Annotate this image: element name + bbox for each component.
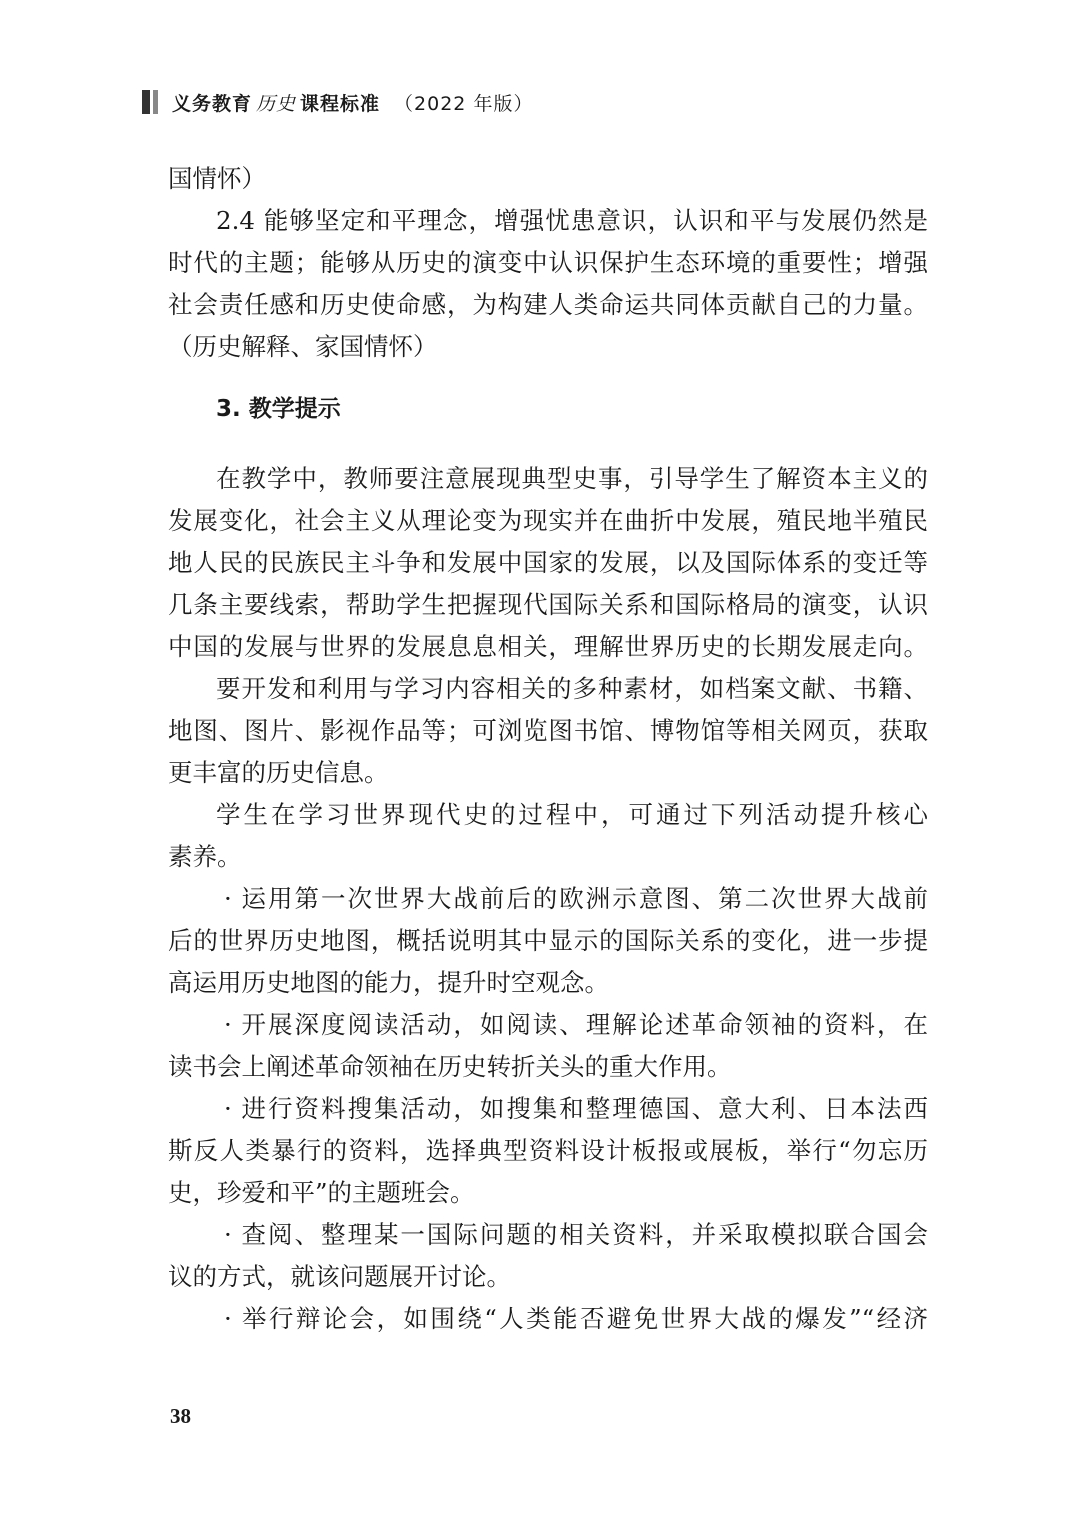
bullet-item xyxy=(168,878,928,1004)
text-line: 中国的发展与世界的发展息息相关，理解世界历史的长期发展走向。 xyxy=(168,632,928,661)
text-line: 社会责任感和历史使命感，为构建人类命运共同体贡献自己的力量。 xyxy=(168,290,928,319)
paragraph-materials xyxy=(168,668,928,794)
text-line: 地图、图片、影视作品等；可浏览图书馆、博物馆等相关网页，获取 xyxy=(168,716,928,745)
header-title-part1: 义务教育 xyxy=(172,92,253,115)
bullet-item xyxy=(168,1088,928,1214)
text-line: · 进行资料搜集活动，如搜集和整理德国、意大利、日本法西 xyxy=(224,1094,928,1123)
text-line: 更丰富的历史信息。 xyxy=(168,758,389,787)
text-line: 后的世界历史地图，概括说明其中显示的国际关系的变化，进一步提 xyxy=(168,926,928,955)
text-line: 时代的主题；能够从历史的演变中认识保护生态环境的重要性；增强 xyxy=(168,248,928,277)
text-line: 议的方式，就该问题展开讨论。 xyxy=(168,1262,511,1291)
text-line: 学生在学习世界现代史的过程中，可通过下列活动提升核心 xyxy=(216,800,928,829)
text-line: 史，珍爱和平”的主题班会。 xyxy=(168,1178,475,1207)
text-line: 地人民的民族民主斗争和发展中国家的发展，以及国际体系的变迁等 xyxy=(168,548,928,577)
text-line: 在教学中，教师要注意展现典型史事，引导学生了解资本主义的 xyxy=(216,464,928,493)
bullet-item xyxy=(168,1004,928,1088)
text-line: 斯反人类暴行的资料，选择典型资料设计板报或展板，举行“勿忘历 xyxy=(168,1136,928,1165)
header-edition: （2022 年版） xyxy=(394,92,534,115)
header-bar-mark xyxy=(142,90,158,114)
text-line: 素养。 xyxy=(168,842,242,871)
paragraph-continuation xyxy=(168,158,928,200)
paragraph-activities-intro xyxy=(168,794,928,878)
header-title-part3: 课程标准 xyxy=(300,92,381,115)
header-title-subject: 历史 xyxy=(256,92,297,115)
bullet-item xyxy=(168,1214,928,1298)
text-line: · 运用第一次世界大战前后的欧洲示意图、第二次世界大战前 xyxy=(224,884,928,913)
text-line: 国情怀） xyxy=(168,164,266,193)
paragraph-teaching xyxy=(168,458,928,668)
text-line: · 查阅、整理某一国际问题的相关资料，并采取模拟联合国会 xyxy=(224,1220,928,1249)
page-number: 38 xyxy=(170,1404,191,1428)
bullet-item xyxy=(168,1298,928,1340)
text-line: 几条主要线索，帮助学生把握现代国际关系和国际格局的演变，认识 xyxy=(168,590,928,619)
text-line: 高运用历史地图的能力，提升时空观念。 xyxy=(168,968,609,997)
text-line: · 举行辩论会，如围绕“人类能否避免世界大战的爆发”“经济 xyxy=(224,1304,928,1333)
text-line: · 开展深度阅读活动，如阅读、理解论述革命领袖的资料，在 xyxy=(224,1010,928,1039)
paragraph-2-4 xyxy=(168,200,928,368)
text-line: （历史解释、家国情怀） xyxy=(168,332,438,361)
text-line: 要开发和利用与学习内容相关的多种素材，如档案文献、书籍、 xyxy=(216,674,928,703)
header-title xyxy=(172,89,533,116)
text-line: 2.4 能够坚定和平理念，增强忧患意识，认识和平与发展仍然是 xyxy=(216,206,928,235)
header-bar-dark xyxy=(142,90,150,114)
text-line: 发展变化，社会主义从理论变为现实并在曲折中发展，殖民地半殖民 xyxy=(168,506,928,535)
section-heading: 3. 教学提示 xyxy=(216,396,341,422)
text-line: 读书会上阐述革命领袖在历史转折关头的重大作用。 xyxy=(168,1052,732,1081)
body-text xyxy=(168,158,928,1340)
header-bar-light xyxy=(153,90,158,114)
running-header xyxy=(142,88,533,116)
